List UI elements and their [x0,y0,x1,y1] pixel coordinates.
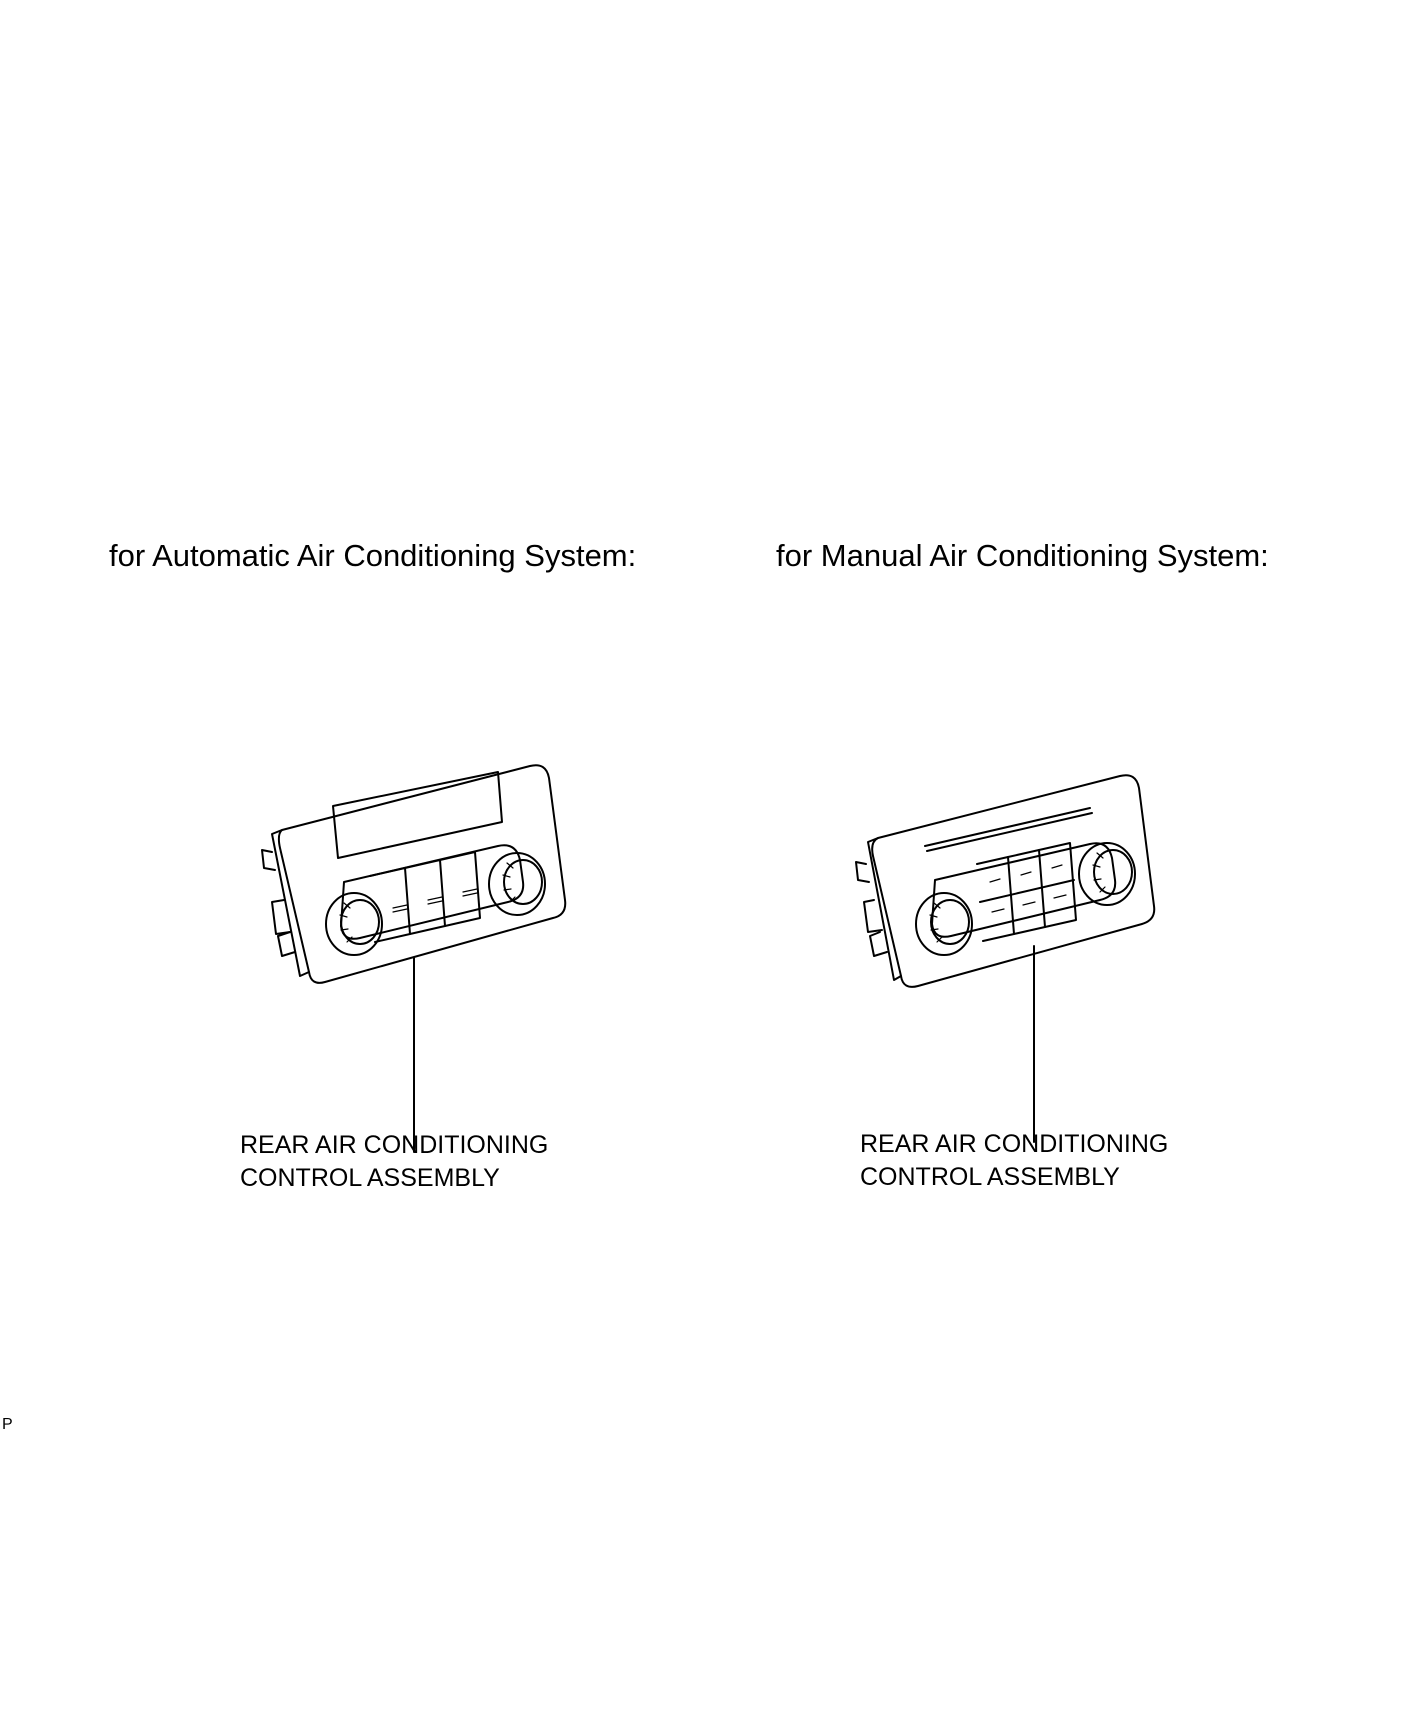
manual-button-label-1 [990,879,1004,912]
heading-automatic-ac: for Automatic Air Conditioning System: [109,538,637,573]
callout-automatic-line-2: CONTROL ASSEMBLY [240,1164,500,1192]
manual-button-bezel [932,843,1115,937]
callout-automatic-control-assembly [240,1129,548,1195]
manual-tab-lower2 [870,932,887,956]
manual-button-divider [980,880,1074,902]
manual-knob-right-outer [1079,843,1135,905]
figure-code: P [2,1416,13,1433]
manual-knob-left-inner [931,900,969,944]
manual-outer-face [872,775,1154,987]
manual-display-slot-1 [925,808,1090,846]
heading-manual-ac: for Manual Air Conditioning System: [776,538,1269,573]
manual-button-label-2 [1021,872,1035,905]
callout-manual-line-1: REAR AIR CONDITIONING [860,1130,1169,1158]
manual-tab-top [856,862,869,882]
manual-knob-left-outer [916,893,972,955]
callout-manual-line-2: CONTROL ASSEMBLY [860,1163,1120,1191]
callout-manual-control-assembly [860,1128,1168,1194]
callout-automatic-line-1: REAR AIR CONDITIONING [240,1131,549,1159]
